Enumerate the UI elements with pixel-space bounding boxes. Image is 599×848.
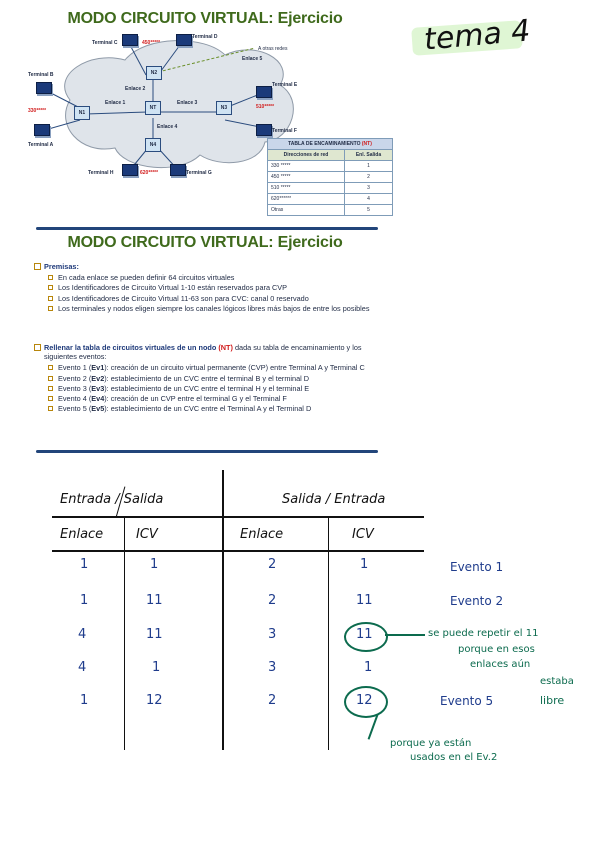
arrow-connector xyxy=(368,715,378,740)
cell-out-link: 3 xyxy=(268,627,277,642)
node-n1: N1 xyxy=(74,106,90,120)
slide-network-diagram xyxy=(30,4,380,228)
routing-table-title: TABLA DE ENCAMINAMIENTO (NT) xyxy=(268,139,393,150)
link-label-1: Enlace 1 xyxy=(105,100,126,106)
event-item: Evento 4 (Ev4): creación de un CVP entre el terminal G y el Terminal F xyxy=(34,394,374,403)
premise-item: Los Identificadores de Circuito Virtual 1-10 están reservados para CVP xyxy=(34,283,374,292)
terminal-e-address: 510***** xyxy=(256,104,275,110)
terminal-a-label: Terminal A xyxy=(28,142,54,148)
terminal-a-icon xyxy=(34,124,50,136)
note-line: usados en el Ev.2 xyxy=(410,752,498,763)
premises-title: Premisas: xyxy=(34,262,374,271)
terminal-h-address: 620***** xyxy=(140,170,159,176)
cell-out-link: 2 xyxy=(268,693,277,708)
column-header: Enlace xyxy=(60,527,104,542)
table-row: 510 ***** 3 xyxy=(268,183,393,194)
terminal-b-address: 330***** xyxy=(28,108,47,114)
terminal-b-label: Terminal B xyxy=(28,72,54,78)
cell-out-link: 2 xyxy=(268,593,277,608)
cell-in-link: 1 xyxy=(80,557,89,572)
cell-out-icv: 1 xyxy=(364,660,373,675)
slide-divider xyxy=(36,227,378,230)
routing-table-header: Direcciones de red xyxy=(268,150,345,161)
terminal-d-label: Terminal D xyxy=(192,34,218,40)
node-n3: N3 xyxy=(216,101,232,115)
cell-in-link: 4 xyxy=(78,627,87,642)
event-item: Evento 1 (Ev1): creación de un circuito virtual permanente (CVP) entre Terminal A y Terminal C xyxy=(34,363,374,372)
note-line: se puede repetir el 11 xyxy=(428,628,539,639)
note-line: enlaces aún xyxy=(470,659,531,670)
terminal-b-icon xyxy=(36,82,52,94)
terminal-h-label: Terminal H xyxy=(88,170,114,176)
event-label: Evento 2 xyxy=(450,594,504,608)
table-row: 620****** 4 xyxy=(268,194,393,205)
cell-out-icv: 12 xyxy=(356,693,373,708)
premises-block xyxy=(34,262,374,314)
table-row: 450 ***** 2 xyxy=(268,172,393,183)
note-line: libre xyxy=(540,694,565,707)
cell-out-icv: 11 xyxy=(356,593,373,608)
slide2-divider xyxy=(36,450,378,453)
table-center-rule xyxy=(222,470,224,750)
table-column-rule xyxy=(124,518,125,750)
note-line: porque en esos xyxy=(458,644,535,655)
cell-out-icv: 1 xyxy=(360,557,369,572)
column-header: ICV xyxy=(352,527,374,542)
slide2-title: MODO CIRCUITO VIRTUAL: Ejercicio xyxy=(67,234,343,251)
event-label: Evento 1 xyxy=(450,560,504,574)
node-n4: N4 xyxy=(145,138,161,152)
link-label-2: Enlace 2 xyxy=(125,86,146,92)
premise-item: Los terminales y nodos eligen siempre los canales lógicos libres más bajos de entre los posibles xyxy=(34,304,374,313)
premise-item: En cada enlace se pueden definir 64 circuitos virtuales xyxy=(34,273,374,282)
terminal-e-icon xyxy=(256,86,272,98)
event-label: Evento 5 xyxy=(440,694,494,708)
cell-in-icv: 11 xyxy=(146,593,163,608)
cell-out-icv: 11 xyxy=(356,627,373,642)
cell-in-icv: 1 xyxy=(150,557,159,572)
terminal-g-icon xyxy=(170,164,186,176)
cell-in-icv: 11 xyxy=(146,627,163,642)
cell-in-icv: 12 xyxy=(146,693,163,708)
terminal-f-icon xyxy=(256,124,272,136)
cell-in-link: 1 xyxy=(80,593,89,608)
routing-table-header: Enl. Salida xyxy=(344,150,392,161)
task-block xyxy=(34,343,374,414)
routing-table xyxy=(267,138,393,216)
event-item: Evento 5 (Ev5): establecimiento de un CVC entre el Terminal A y el Terminal D xyxy=(34,404,374,413)
cell-out-link: 3 xyxy=(268,660,277,675)
terminal-c-label: Terminal C xyxy=(92,40,118,46)
node-nt: NT xyxy=(145,101,161,115)
event-item: Evento 2 (Ev2): establecimiento de un CVC entre el terminal B y el terminal D xyxy=(34,374,374,383)
node-n2: N2 xyxy=(146,66,162,80)
group-header-right: Salida / Entrada xyxy=(282,492,386,507)
other-networks-label: A otras redes xyxy=(258,46,288,52)
note-line: estaba xyxy=(540,676,574,687)
arrow-connector xyxy=(385,634,425,636)
terminal-d-icon xyxy=(176,34,192,46)
terminal-h-icon xyxy=(122,164,138,176)
terminal-c-icon xyxy=(122,34,138,46)
link-label-5: Enlace 5 xyxy=(242,56,263,62)
link-label-4: Enlace 4 xyxy=(157,124,178,130)
premise-item: Los Identificadores de Circuito Virtual 11-63 son para CVC: canal 0 reservado xyxy=(34,294,374,303)
circle-mark xyxy=(344,686,388,718)
task-title: Rellenar la tabla de circuitos virtuales de un nodo (NT) dada su tabla de encaminamiento y los siguientes eventos: xyxy=(34,343,374,361)
table-horizontal-rule xyxy=(52,516,424,518)
terminal-g-label: Terminal G xyxy=(186,170,212,176)
table-horizontal-rule xyxy=(52,550,424,552)
event-item: Evento 3 (Ev3): establecimiento de un CVC entre el terminal H y el terminal E xyxy=(34,384,374,393)
slide1-title: MODO CIRCUITO VIRTUAL: Ejercicio xyxy=(67,10,343,27)
note-line: porque ya están xyxy=(390,738,472,749)
group-header-left: Entrada / Salida xyxy=(60,492,164,507)
table-row: 330 ***** 1 xyxy=(268,161,393,172)
notes-heading: tema 4 xyxy=(422,13,532,58)
column-header: ICV xyxy=(136,527,158,542)
terminal-c-address: 450***** xyxy=(142,40,161,46)
column-header: Enlace xyxy=(240,527,284,542)
terminal-e-label: Terminal E xyxy=(272,82,298,88)
circle-mark xyxy=(344,622,388,652)
link-label-3: Enlace 3 xyxy=(177,100,198,106)
table-column-rule xyxy=(328,518,329,750)
cell-in-link: 4 xyxy=(78,660,87,675)
cell-out-link: 2 xyxy=(268,557,277,572)
table-row: Otras 5 xyxy=(268,205,393,216)
cell-in-icv: 1 xyxy=(152,660,161,675)
cell-in-link: 1 xyxy=(80,693,89,708)
terminal-f-label: Terminal F xyxy=(272,128,297,134)
